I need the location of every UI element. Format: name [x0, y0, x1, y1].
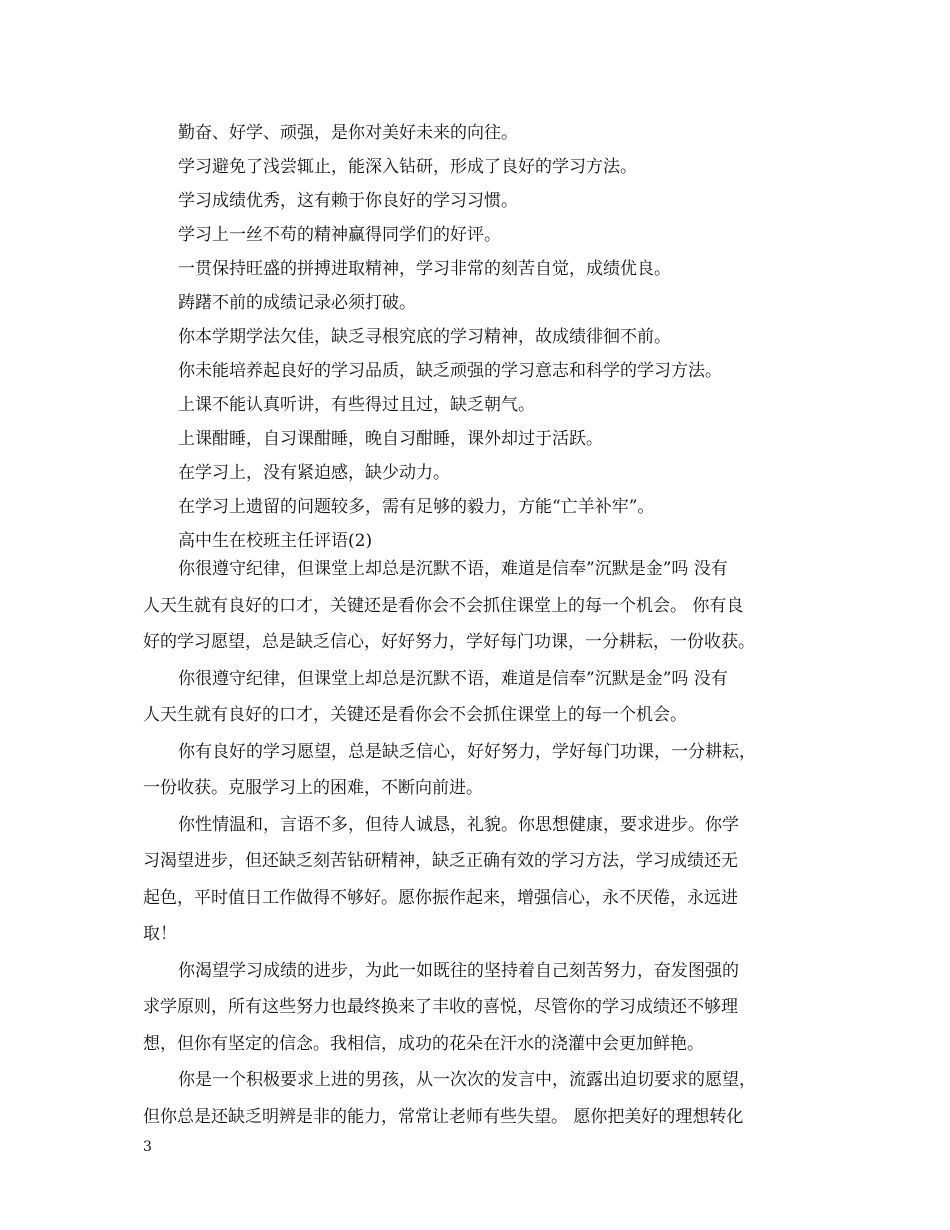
comment-line: 在学习上，没有紧迫感，缺少动力。 [178, 463, 450, 483]
paragraph-line: 好的学习愿望，总是缺乏信心，好好努力，学好每门功课，一分耕耘，一份收获。 [143, 632, 755, 652]
comment-line: 在学习上遗留的问题较多，需有足够的毅力，方能“亡羊补牢”。 [178, 497, 655, 517]
comment-list [178, 116, 828, 558]
paragraph-line: 起色，平时值日工作做得不够好。愿你振作起来，增强信心，永不厌倦，永远进 [143, 887, 738, 908]
comment-line: 勤奋、好学、顽强，是你对美好未来的向往。 [178, 123, 518, 143]
paragraph-line: 你性情温和，言语不多，但待人诚恳，礼貌。你思想健康，要求进步。你学 [178, 814, 739, 835]
section-heading: 高中生在校班主任评语(2) [178, 531, 373, 551]
paragraph-line: 你很遵守纪律，但课堂上却总是沉默不语，难道是信奉”沉默是金”吗 没有 [178, 668, 728, 689]
comment-line: 踌躇不前的成绩记录必须打破。 [178, 293, 416, 313]
comment-line: 你未能培养起良好的学习品质，缺乏顽强的学习意志和科学的学习方法。 [178, 361, 722, 381]
paragraph-line: 你渴望学习成绩的进步，为此一如既往的坚持着自己刻苦努力，奋发图强的 [178, 960, 739, 981]
paragraph-line: 取！ [143, 924, 177, 944]
comment-line: 学习避免了浅尝辄止，能深入钻研，形成了良好的学习方法。 [178, 157, 637, 177]
paragraph-line: 你很遵守纪律，但课堂上却总是沉默不语，难道是信奉”沉默是金”吗 没有 [178, 559, 728, 579]
paragraph-line: 但你总是还缺乏明辨是非的能力，常常让老师有些失望。 愿你把美好的理想转化 [143, 1106, 744, 1127]
page-number: 3 [143, 1139, 152, 1155]
paragraph-line: 你有良好的学习愿望，总是缺乏信心，好好努力，学好每门功课，一分耕耘， [178, 741, 756, 762]
comment-line: 你本学期学法欠佳，缺乏寻根究底的学习精神，故成绩徘徊不前。 [178, 327, 671, 347]
paragraph-line: 求学原则，所有这些努力也最终换来了丰收的喜悦，尽管你的学习成绩还不够理 [143, 997, 738, 1017]
comment-line: 学习成绩优秀，这有赖于你良好的学习习惯。 [178, 191, 518, 211]
comment-line: 上课酣睡，自习课酣睡，晚自习酣睡，课外却过于活跃。 [178, 429, 603, 449]
paragraph-line: 人天生就有良好的口才，关键还是看你会不会抓住课堂上的每一个机会。 [143, 705, 687, 725]
paragraph-line: 你是一个积极要求上进的男孩，从一次次的发言中，流露出迫切要求的愿望， [178, 1070, 756, 1090]
paragraph-line: 想，但你有坚定的信念。我相信，成功的花朵在汗水的浇灌中会更加鲜艳。 [143, 1033, 704, 1054]
paragraph-line: 习渴望进步，但还缺乏刻苦钻研精神，缺乏正确有效的学习方法，学习成绩还无 [143, 851, 738, 871]
comment-line: 一贯保持旺盛的拼搏进取精神，学习非常的刻苦自觉，成绩优良。 [178, 259, 671, 279]
paragraph-line: 人天生就有良好的口才，关键还是看你会不会抓住课堂上的每一个机会。 你有良 [143, 595, 744, 616]
comment-paragraphs [143, 551, 823, 1135]
comment-line: 学习上一丝不苟的精神赢得同学们的好评。 [178, 225, 501, 245]
paragraph-line: 一份收获。克服学习上的困难，不断向前进。 [143, 778, 483, 798]
comment-line: 上课不能认真听讲，有些得过且过，缺乏朝气。 [178, 395, 535, 415]
